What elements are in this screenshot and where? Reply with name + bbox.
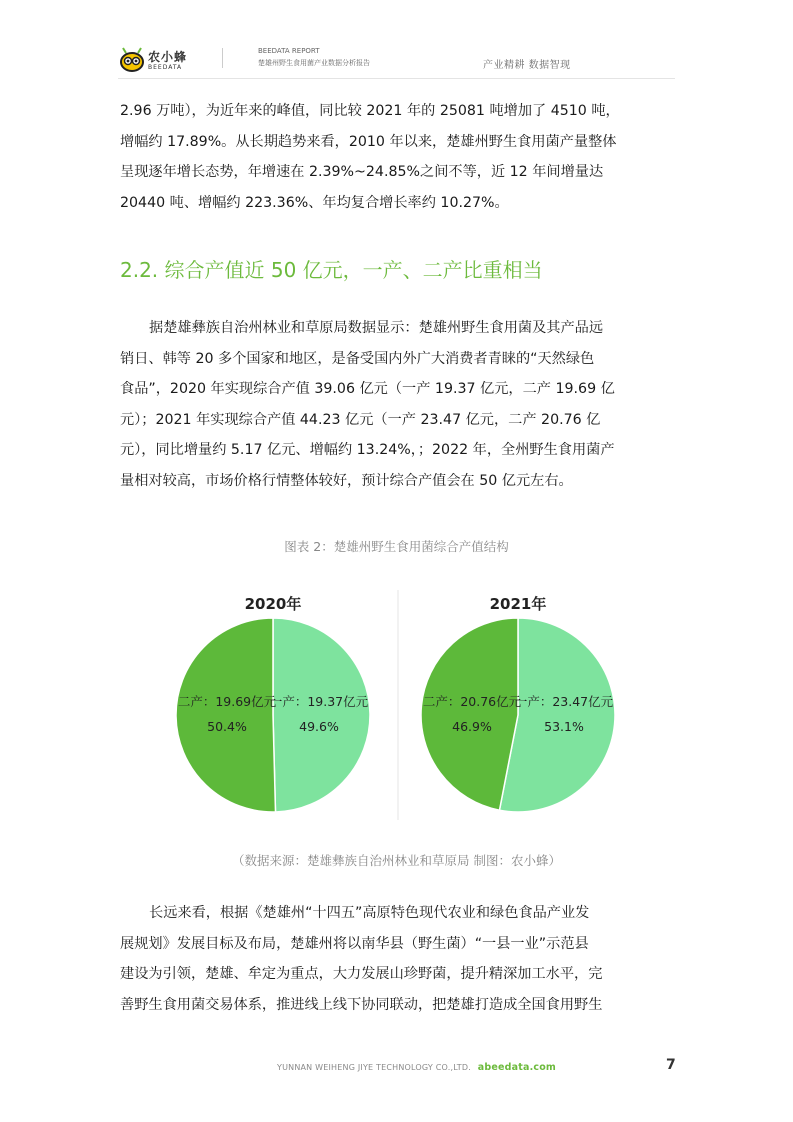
header-rule [118, 78, 675, 79]
text-line: 2.96 万吨），为近年来的峰值，同比较 2021 年的 25081 吨增加了 4510 吨， [120, 103, 620, 119]
pie-label: 二产：19.69亿元 [177, 694, 277, 709]
page-number: 7 [666, 1057, 676, 1073]
footer-company: YUNNAN WEIHENG JIYE TECHNOLOGY CO.,LTD. [277, 1063, 471, 1072]
pie-percent-label: 49.6% [299, 719, 339, 734]
pie-title: 2020年 [244, 595, 302, 613]
text-line: 销日、韩等 20 多个国家和地区，是备受国内外广大消费者青睐的“天然绿色 [120, 350, 595, 367]
report-title-en: BEEDATA REPORT [258, 47, 320, 55]
figure-caption: 图表 2：楚雄州野生食用菌综合产值结构 [284, 539, 509, 554]
text-line: 量相对较高，市场价格行情整体较好，预计综合产值会在 50 亿元左右。 [120, 472, 573, 489]
text-line: 展规划》发展目标及布局，楚雄州将以南华县（野生菌）“一县一业”示范县 [120, 935, 589, 952]
pie-percent-label: 53.1% [544, 719, 584, 734]
text-line: 善野生食用菌交易体系，推进线上线下协同联动，把楚雄打造成全国食用野生 [120, 996, 603, 1013]
text-line: 据楚雄彝族自治州林业和草原局数据显示：楚雄州野生食用菌及其产品远 [149, 320, 604, 336]
pie-slice-二产 [176, 618, 275, 812]
pie-label: 一产：19.37亿元 [269, 694, 369, 709]
section-paragraph [120, 313, 675, 496]
text-line: 呈现逐年增长态势，年增速在 2.39%~24.85%之间不等，近 12 年间增量达 [120, 164, 604, 180]
text-line: 元）；2021 年实现综合产值 44.23 亿元（一产 23.47 亿元，二产 20.76 亿 [120, 411, 601, 428]
report-title-cn: 楚雄州野生食用菌产业数据分析报告 [258, 59, 370, 67]
text-line: 食品”，2020 年实现综合产值 39.06 亿元（一产 19.37 亿元，二产 19.69 亿 [120, 381, 615, 397]
header-divider [222, 48, 223, 68]
pie-slice-二产 [421, 618, 518, 810]
page-header [0, 0, 793, 78]
page-footer [277, 1062, 556, 1073]
source-note: （数据来源：楚雄彝族自治州林业和草原局 制图：农小蜂） [232, 853, 561, 868]
pie-slice-一产 [273, 618, 370, 812]
text-line: 建设为引领，楚雄、牟定为重点，大力发展山珍野菌，提升精深加工水平，完 [120, 966, 603, 982]
pie-charts [160, 585, 640, 825]
pie-percent-label: 50.4% [207, 719, 247, 734]
pie-label: 二产：20.76亿元 [422, 694, 522, 709]
text-line: 增幅约 17.89%。从长期趋势来看，2010 年以来，楚雄州野生食用菌产量整体 [120, 133, 617, 150]
intro-paragraph [120, 96, 675, 218]
logo-name: 农小蜂 [148, 50, 188, 64]
pie-percent-label: 46.9% [452, 719, 492, 734]
section-heading: 2.2. 综合产值近 50 亿元，一产、二产比重相当 [120, 258, 543, 282]
pie-charts-svg [160, 585, 640, 825]
text-line: 元），同比增量约 5.17 亿元、增幅约 13.24%，；2022 年，全州野生食用菌产 [120, 442, 615, 458]
pie-label: 一产：23.47亿元 [514, 694, 614, 709]
logo-subname: BEEDATA [148, 64, 183, 71]
text-line: 20440 吨、增幅约 223.36%、年均复合增长率约 10.27%。 [120, 194, 509, 211]
footer-website-link[interactable]: abeedata.com [477, 1062, 557, 1073]
text-line: 长远来看，根据《楚雄州“十四五”高原特色现代农业和绿色食品产业发 [149, 905, 590, 921]
bee-logo-icon [118, 46, 148, 74]
header-slogan: 产业精耕 数据智现 [483, 60, 571, 71]
pie-title: 2021年 [489, 595, 547, 613]
closing-paragraph [120, 898, 675, 1020]
